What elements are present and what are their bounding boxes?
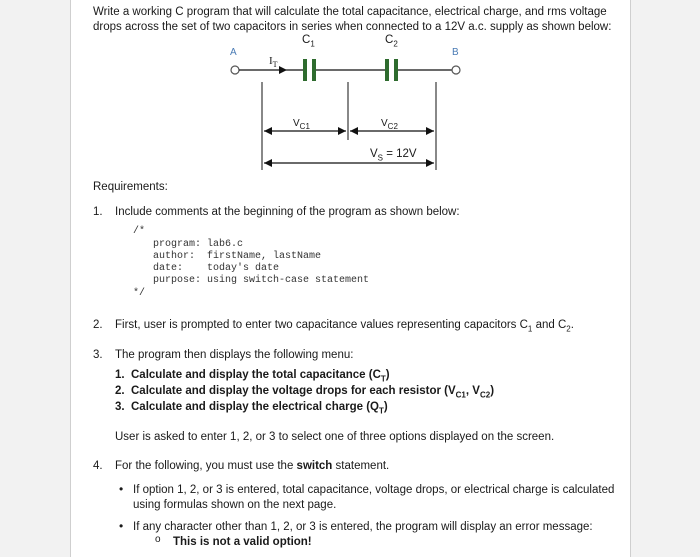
- code-line-date: date: today's date: [153, 263, 280, 274]
- capacitor-c1-plate-right: [312, 59, 316, 81]
- requirements-heading: Requirements:: [93, 181, 168, 193]
- bullet-dot-1: •: [119, 482, 124, 496]
- capacitor-c2-plate-left: [385, 59, 389, 81]
- node-a-label: A: [230, 47, 237, 58]
- vs-label: $V_S = 12V$: [370, 148, 417, 163]
- bullet-1-line-1: If option 1, 2, or 3 is entered, total capacitance, voltage drops, or electrical charge is calculated: [133, 484, 615, 496]
- vs-arrow-head-left: [264, 159, 272, 167]
- node-b-terminal: [452, 66, 460, 74]
- vc2-label: $V_{C2}$: [381, 118, 398, 131]
- vc2-arrow-head-right: [426, 127, 434, 135]
- c1-label: $C_1$: [302, 34, 315, 49]
- menu-item-3: 3. Calculate and display the electrical charge $(Q_T)$: [115, 401, 388, 416]
- current-label: $I_T$: [269, 55, 278, 70]
- sub-bullet-circle: o: [155, 534, 161, 545]
- current-arrow: [279, 66, 287, 74]
- code-comment-open: /*: [133, 226, 146, 237]
- bullet-2-line-1: If any character other than 1, 2, or 3 is entered, the program will display an error message:: [133, 521, 593, 533]
- bullet-dot-2: •: [119, 519, 124, 533]
- error-message-text: This is not a valid option!: [173, 536, 312, 548]
- node-a-terminal: [231, 66, 239, 74]
- capacitor-c2-plate-right: [394, 59, 398, 81]
- code-line-purpose: purpose: using switch-case statement: [153, 275, 370, 286]
- document-page: [70, 0, 631, 557]
- vc1-label: $V_{C1}$: [293, 118, 310, 131]
- vc1-arrow-head-right: [338, 127, 346, 135]
- code-line-program: program: lab6.c: [153, 239, 244, 250]
- requirement-2: 2. First, user is prompted to enter two capacitance values representing capacitors $C_1$ and $C_2$.: [93, 319, 574, 334]
- code-line-author: author: firstName, lastName: [153, 251, 322, 262]
- requirement-4: 4. For the following, you must use the switch statement.: [93, 460, 390, 472]
- node-b-label: B: [452, 47, 459, 58]
- bullet-1-line-2: using formulas shown on the next page.: [133, 499, 337, 511]
- menu-item-2: 2. Calculate and display the voltage drops for each resistor ($V_{C1}$, $V_{C2}$): [115, 385, 495, 400]
- vs-arrow-head-right: [426, 159, 434, 167]
- select-note: User is asked to enter 1, 2, or 3 to select one of three options displayed on the screen.: [115, 431, 555, 443]
- capacitor-c1-plate-left: [303, 59, 307, 81]
- c2-label: $C_2$: [385, 34, 398, 49]
- circuit-diagram: [71, 0, 630, 180]
- problem-intro: Write a working C program that will calculate the total capacitance, electrical charge, and rms voltage drops across the set of two capacitors in series when connected to a 12V a.c. supply as shown below:: [93, 6, 612, 33]
- requirement-1: 1. Include comments at the beginning of the program as shown below:: [93, 206, 460, 218]
- code-comment-close: */: [133, 288, 146, 299]
- vc1-arrow-head-left: [264, 127, 272, 135]
- vc2-arrow-head-left: [350, 127, 358, 135]
- requirement-3: 3. The program then displays the following menu:: [93, 349, 354, 361]
- menu-item-1: 1. Calculate and display the total capacitance $(C_T)$: [115, 369, 390, 384]
